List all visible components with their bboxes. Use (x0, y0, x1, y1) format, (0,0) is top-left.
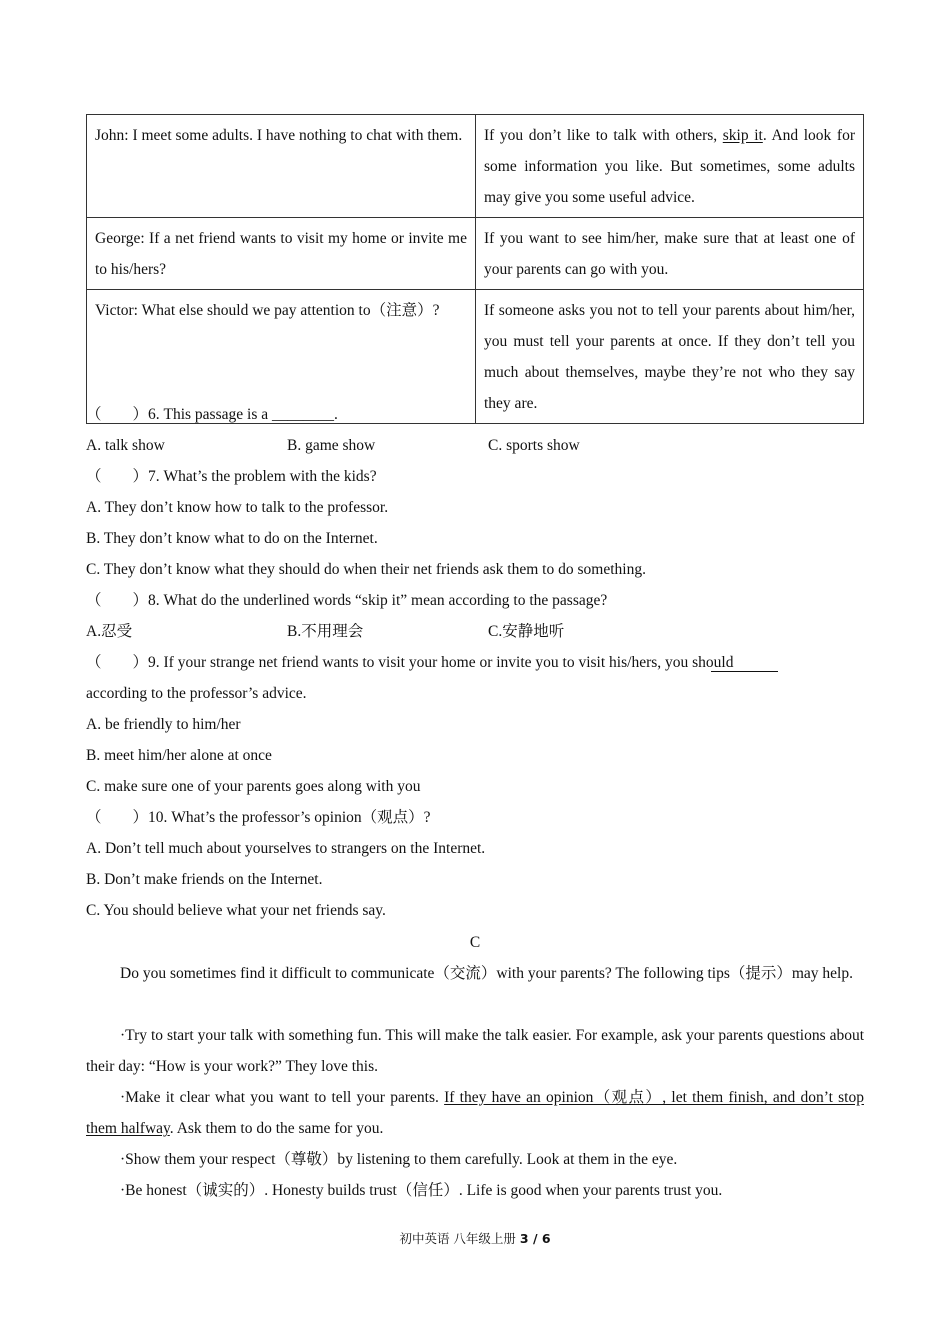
passage-tip-4: ·Be honest（诚实的）. Honesty builds trust（信任）. Life is good when your parents trust you. (120, 1182, 723, 1199)
q8-option-a: A.忍受 (86, 623, 133, 640)
question-9-stem: （ ）9. If your strange net friend wants to visit your home or invite you to visit his/hers, you should (86, 647, 864, 678)
q7-option-a: A. They don’t know how to talk to the professor. (86, 499, 389, 516)
q6-option-a: A. talk show (86, 437, 165, 454)
section-heading: C (469, 934, 481, 951)
passage-tip-1: ·Try to start your talk with something fun. This will make the talk easier. For example, ask your parents questions about their day: “How is your work?” They love this. (86, 1027, 864, 1075)
table-question: Victor: What else should we pay attention to（注意）? (87, 290, 476, 424)
q10-option-c: C. You should believe what your net friends say. (86, 902, 386, 919)
dialogue-table (86, 114, 864, 424)
answer-blank (711, 657, 778, 672)
q8-option-b: B.不用理会 (287, 623, 364, 640)
table-question: George: If a net friend wants to visit my home or invite me to his/hers? (87, 218, 476, 290)
page-footer (0, 1229, 950, 1247)
table-answer: If you want to see him/her, make sure that at least one of your parents can go with you. (476, 218, 864, 290)
q10-option-a: A. Don’t tell much about yourselves to strangers on the Internet. (86, 840, 486, 857)
table-row (87, 218, 864, 290)
footer-subject: 初中英语 八年级上册 (399, 1231, 520, 1246)
page-number: 3 / 6 (519, 1231, 551, 1246)
table-question: John: I meet some adults. I have nothing to chat with them. (87, 115, 476, 218)
q9-option-a: A. be friendly to him/her (86, 716, 241, 733)
passage-tip-3: ·Show them your respect（尊敬）by listening to them carefully. Look at them in the eye. (120, 1151, 678, 1168)
q8-option-c: C.安静地听 (488, 623, 565, 640)
passage-tip-2: ·Make it clear what you want to tell your parents. If they have an opinion（观点）, let them finish, and don’t stop them halfway. Ask them to do the same for you. (86, 1089, 864, 1137)
question-10-stem: （ ）10. What’s the professor’s opinion（观点）? (86, 809, 431, 826)
q9-option-c: C. make sure one of your parents goes along with you (86, 778, 421, 795)
underlined-skip-it: skip it (722, 127, 763, 144)
passage-intro: Do you sometimes find it difficult to communicate（交流）with your parents? The following tips（提示）may help. (120, 965, 853, 982)
table-row (87, 115, 864, 218)
q6-option-c: C. sports show (488, 437, 580, 454)
question-9-stem-continued: according to the professor’s advice. (86, 685, 307, 702)
q7-option-b: B. They don’t know what to do on the Internet. (86, 530, 378, 547)
question-8-stem: （ ）8. What do the underlined words “skip it” mean according to the passage? (86, 592, 608, 609)
q10-option-b: B. Don’t make friends on the Internet. (86, 871, 323, 888)
underlined-sentence: If they have an opinion（观点）, let them finish, and don’t stop them halfway (86, 1089, 864, 1137)
q6-option-b: B. game show (287, 437, 376, 454)
q7-option-c: C. They don’t know what they should do when their net friends ask them to do something. (86, 561, 646, 578)
table-answer: If someone asks you not to tell your parents about him/her, you must tell your parents at once. If they don’t tell you much about themselves, maybe they’re not who they say they are. (476, 290, 864, 424)
q9-option-b: B. meet him/her alone at once (86, 747, 272, 764)
table-answer: If you don’t like to talk with others, skip it. And look for some information you like. But sometimes, some adults may give you some useful advice. (476, 115, 864, 218)
question-6-stem: （ ）6. This passage is a ________. (86, 406, 338, 423)
question-7-stem: （ ）7. What’s the problem with the kids? (86, 468, 377, 485)
